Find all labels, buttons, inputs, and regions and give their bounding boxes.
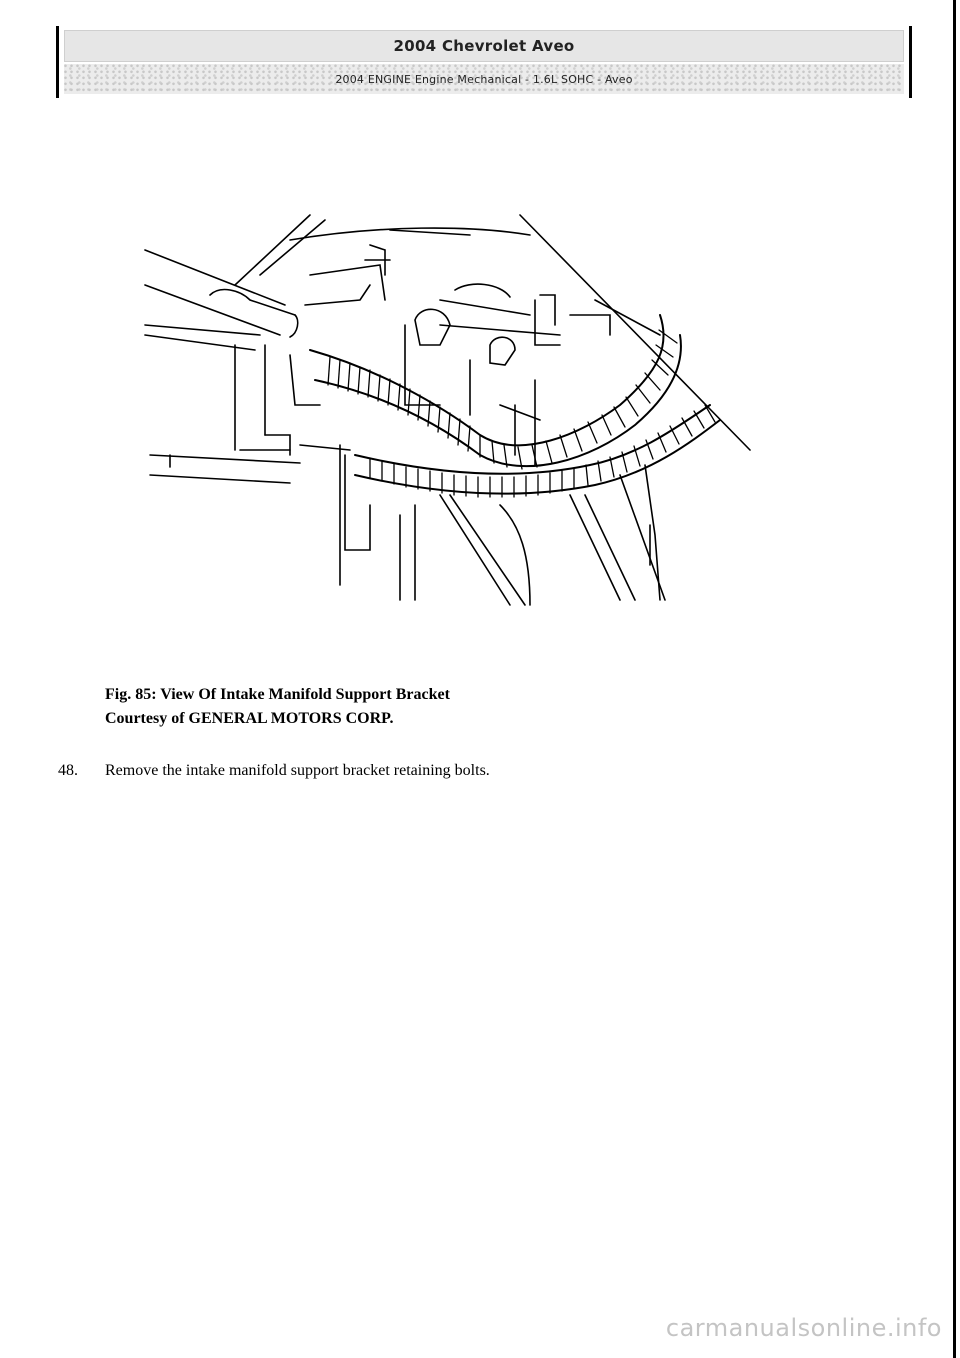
step-number: 48. — [58, 762, 78, 779]
header-title-bar — [64, 30, 904, 62]
document-subtitle: 2004 ENGINE Engine Mechanical - 1.6L SOHC - Aveo — [335, 72, 633, 86]
figure-caption-title: Fig. 85: View Of Intake Manifold Support Bracket — [105, 686, 450, 703]
figure-caption — [105, 683, 450, 731]
intake-manifold-bracket-illustration — [140, 205, 760, 610]
procedure-step — [58, 762, 490, 780]
document-header — [56, 26, 912, 98]
watermark: carmanualsonline.info — [665, 1314, 942, 1342]
page-edge-rule — [953, 0, 956, 1358]
document-title: 2004 Chevrolet Aveo — [393, 37, 575, 55]
header-subtitle-bar — [64, 64, 904, 94]
figure-caption-credit: Courtesy of GENERAL MOTORS CORP. — [105, 710, 394, 727]
step-text: Remove the intake manifold support bracket retaining bolts. — [105, 762, 490, 779]
